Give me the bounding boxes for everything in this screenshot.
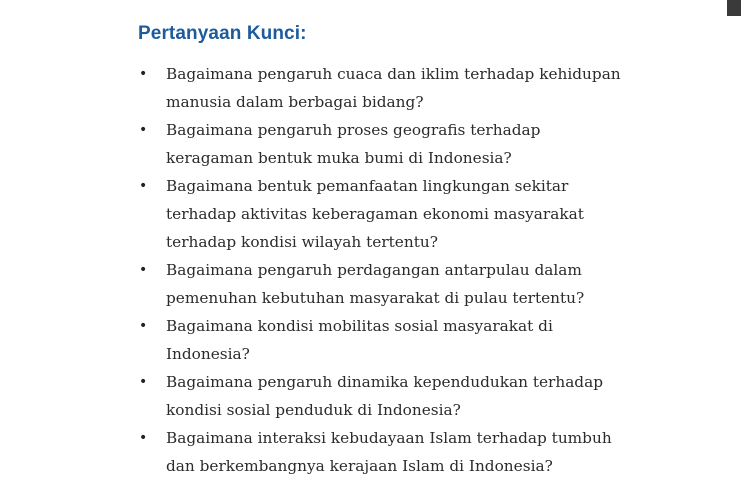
bullet-icon: • (139, 178, 148, 194)
question-text: Bagaimana pengaruh perdagangan antarpulau dalam pemenuhan kebutuhan masyarakat di pulau tertentu? (166, 261, 585, 307)
list-item (138, 116, 628, 172)
question-text: Bagaimana pengaruh dinamika kependudukan terhadap kondisi sosial penduduk di Indonesia? (166, 373, 604, 419)
page-edge-marker (727, 0, 741, 16)
question-text: Bagaimana interaksi kebudayaan Islam terhadap tumbuh dan berkembangnya kerajaan Islam di Indonesia? (166, 429, 612, 475)
bullet-icon: • (139, 430, 148, 446)
bullet-icon: • (139, 122, 148, 138)
list-item (138, 312, 628, 368)
question-text: Bagaimana bentuk pemanfaatan lingkungan sekitar terhadap aktivitas keberagaman ekonomi masyarakat terhadap kondisi wilayah tertentu? (166, 177, 584, 251)
bullet-icon: • (139, 374, 148, 390)
question-text: Bagaimana pengaruh proses geografis terhadap keragaman bentuk muka bumi di Indonesia? (166, 121, 541, 167)
bullet-icon: • (139, 318, 148, 334)
list-item (138, 256, 628, 312)
bullet-icon: • (139, 262, 148, 278)
list-item (138, 60, 628, 116)
question-text: Bagaimana pengaruh cuaca dan iklim terhadap kehidupan manusia dalam berbagai bidang? (166, 65, 621, 111)
list-item (138, 172, 628, 256)
bullet-icon: • (139, 66, 148, 82)
list-item (138, 368, 628, 424)
key-questions-list (138, 60, 628, 480)
list-item (138, 424, 628, 480)
section-heading: Pertanyaan Kunci: (138, 23, 307, 44)
question-text: Bagaimana kondisi mobilitas sosial masyarakat di Indonesia? (166, 317, 553, 363)
